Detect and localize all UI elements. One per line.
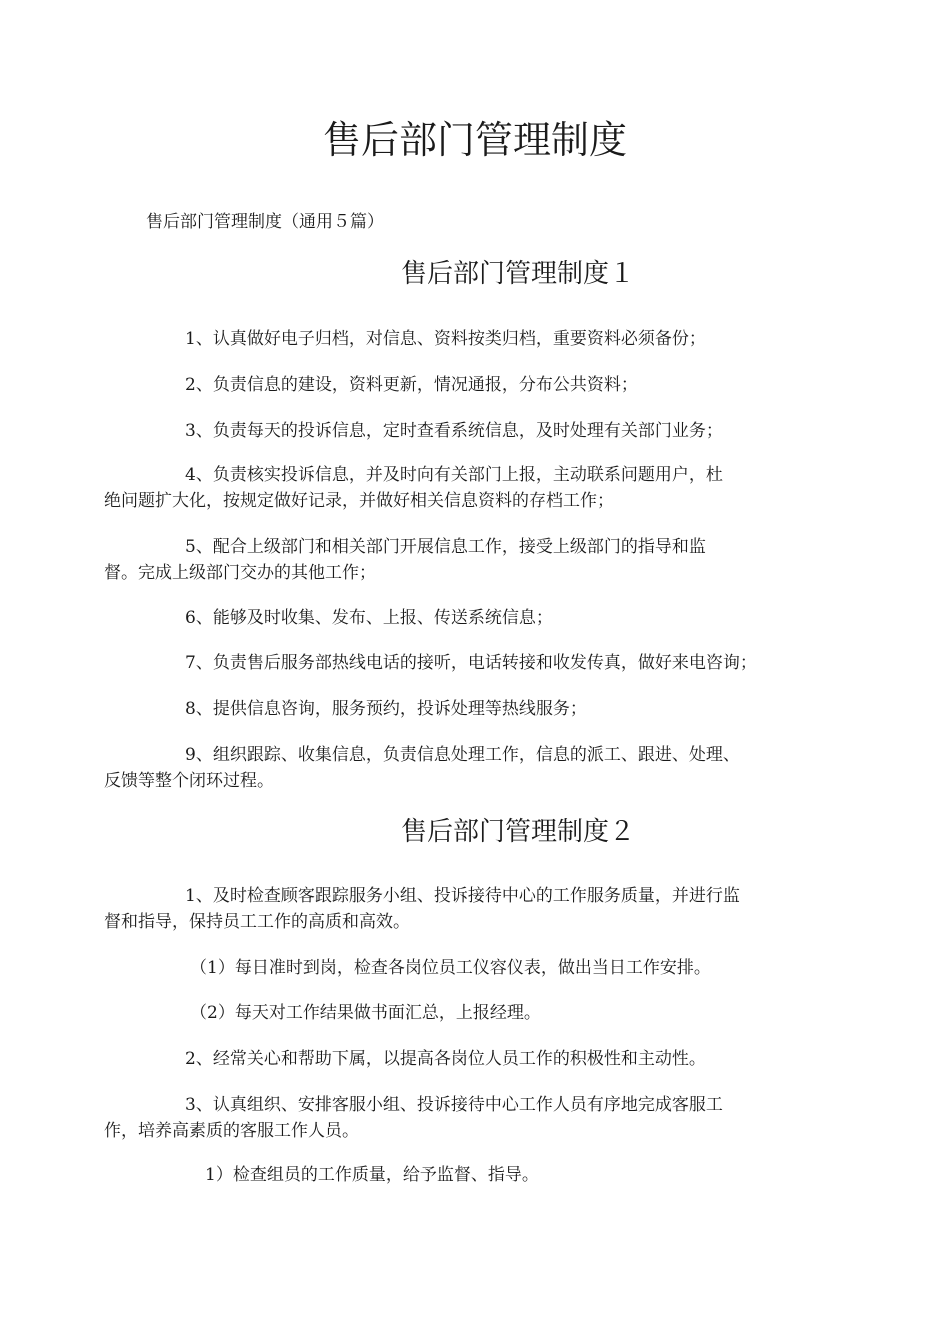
paragraph: [104, 742, 864, 794]
document-subtitle: 售后部门管理制度（通用５篇）: [146, 212, 384, 232]
paragraph: [205, 1162, 950, 1188]
paragraph-line: 2、经常关心和帮助下属，以提高各岗位人员工作的积极性和主动性。: [185, 1049, 706, 1069]
paragraph-line: 4、负责核实投诉信息，并及时向有关部门上报，主动联系问题用户，杜: [185, 465, 723, 485]
section-heading-2: 售后部门管理制度２: [400, 817, 635, 847]
paragraph-line: （1）每日准时到岗，检查各岗位员工仪容仪表，做出当日工作安排。: [190, 958, 711, 978]
paragraph: [190, 955, 950, 981]
paragraph-line: 2、负责信息的建设，资料更新，情况通报，分布公共资料；: [185, 375, 638, 395]
paragraph-line: 1、及时检查顾客跟踪服务小组、投诉接待中心的工作服务质量，并进行监: [185, 886, 740, 906]
paragraph: [104, 326, 864, 352]
paragraph-line: 督和指导，保持员工工作的高质和高效。: [104, 912, 410, 932]
paragraph-line: 反馈等整个闭环过程。: [104, 771, 274, 791]
paragraph-line: 6、能够及时收集、发布、上报、传送系统信息；: [185, 608, 553, 628]
paragraph: [104, 462, 864, 514]
section-heading-1: 售后部门管理制度１: [400, 259, 635, 289]
paragraph: [104, 605, 864, 631]
paragraph-line: 作，培养高素质的客服工作人员。: [104, 1121, 359, 1141]
paragraph: [104, 883, 864, 935]
paragraph-line: 1）检查组员的工作质量，给予监督、指导。: [205, 1165, 539, 1185]
paragraph: [190, 1000, 950, 1026]
paragraph-line: 1、认真做好电子归档，对信息、资料按类归档，重要资料必须备份；: [185, 329, 706, 349]
paragraph-line: 3、负责每天的投诉信息，定时查看系统信息，及时处理有关部门业务；: [185, 421, 723, 441]
document-title: 售后部门管理制度: [322, 118, 627, 162]
paragraph: [104, 1046, 864, 1072]
paragraph: [104, 696, 864, 722]
paragraph: [104, 418, 864, 444]
paragraph-line: 督。完成上级部门交办的其他工作；: [104, 563, 376, 583]
paragraph-line: 8、提供信息咨询，服务预约，投诉处理等热线服务；: [185, 699, 587, 719]
paragraph: [104, 650, 864, 676]
paragraph: [104, 534, 864, 586]
paragraph-line: （2）每天对工作结果做书面汇总，上报经理。: [190, 1003, 541, 1023]
paragraph-line: 3、认真组织、安排客服小组、投诉接待中心工作人员有序地完成客服工: [185, 1095, 723, 1115]
paragraph-line: 9、组织跟踪、收集信息，负责信息处理工作，信息的派工、跟进、处理、: [185, 745, 740, 765]
paragraph-line: 7、负责售后服务部热线电话的接听，电话转接和收发传真，做好来电咨询；: [185, 653, 757, 673]
paragraph-line: 绝问题扩大化，按规定做好记录，并做好相关信息资料的存档工作；: [104, 491, 614, 511]
paragraph: [104, 1092, 864, 1144]
paragraph: [104, 372, 864, 398]
paragraph-line: 5、配合上级部门和相关部门开展信息工作，接受上级部门的指导和监: [185, 537, 706, 557]
